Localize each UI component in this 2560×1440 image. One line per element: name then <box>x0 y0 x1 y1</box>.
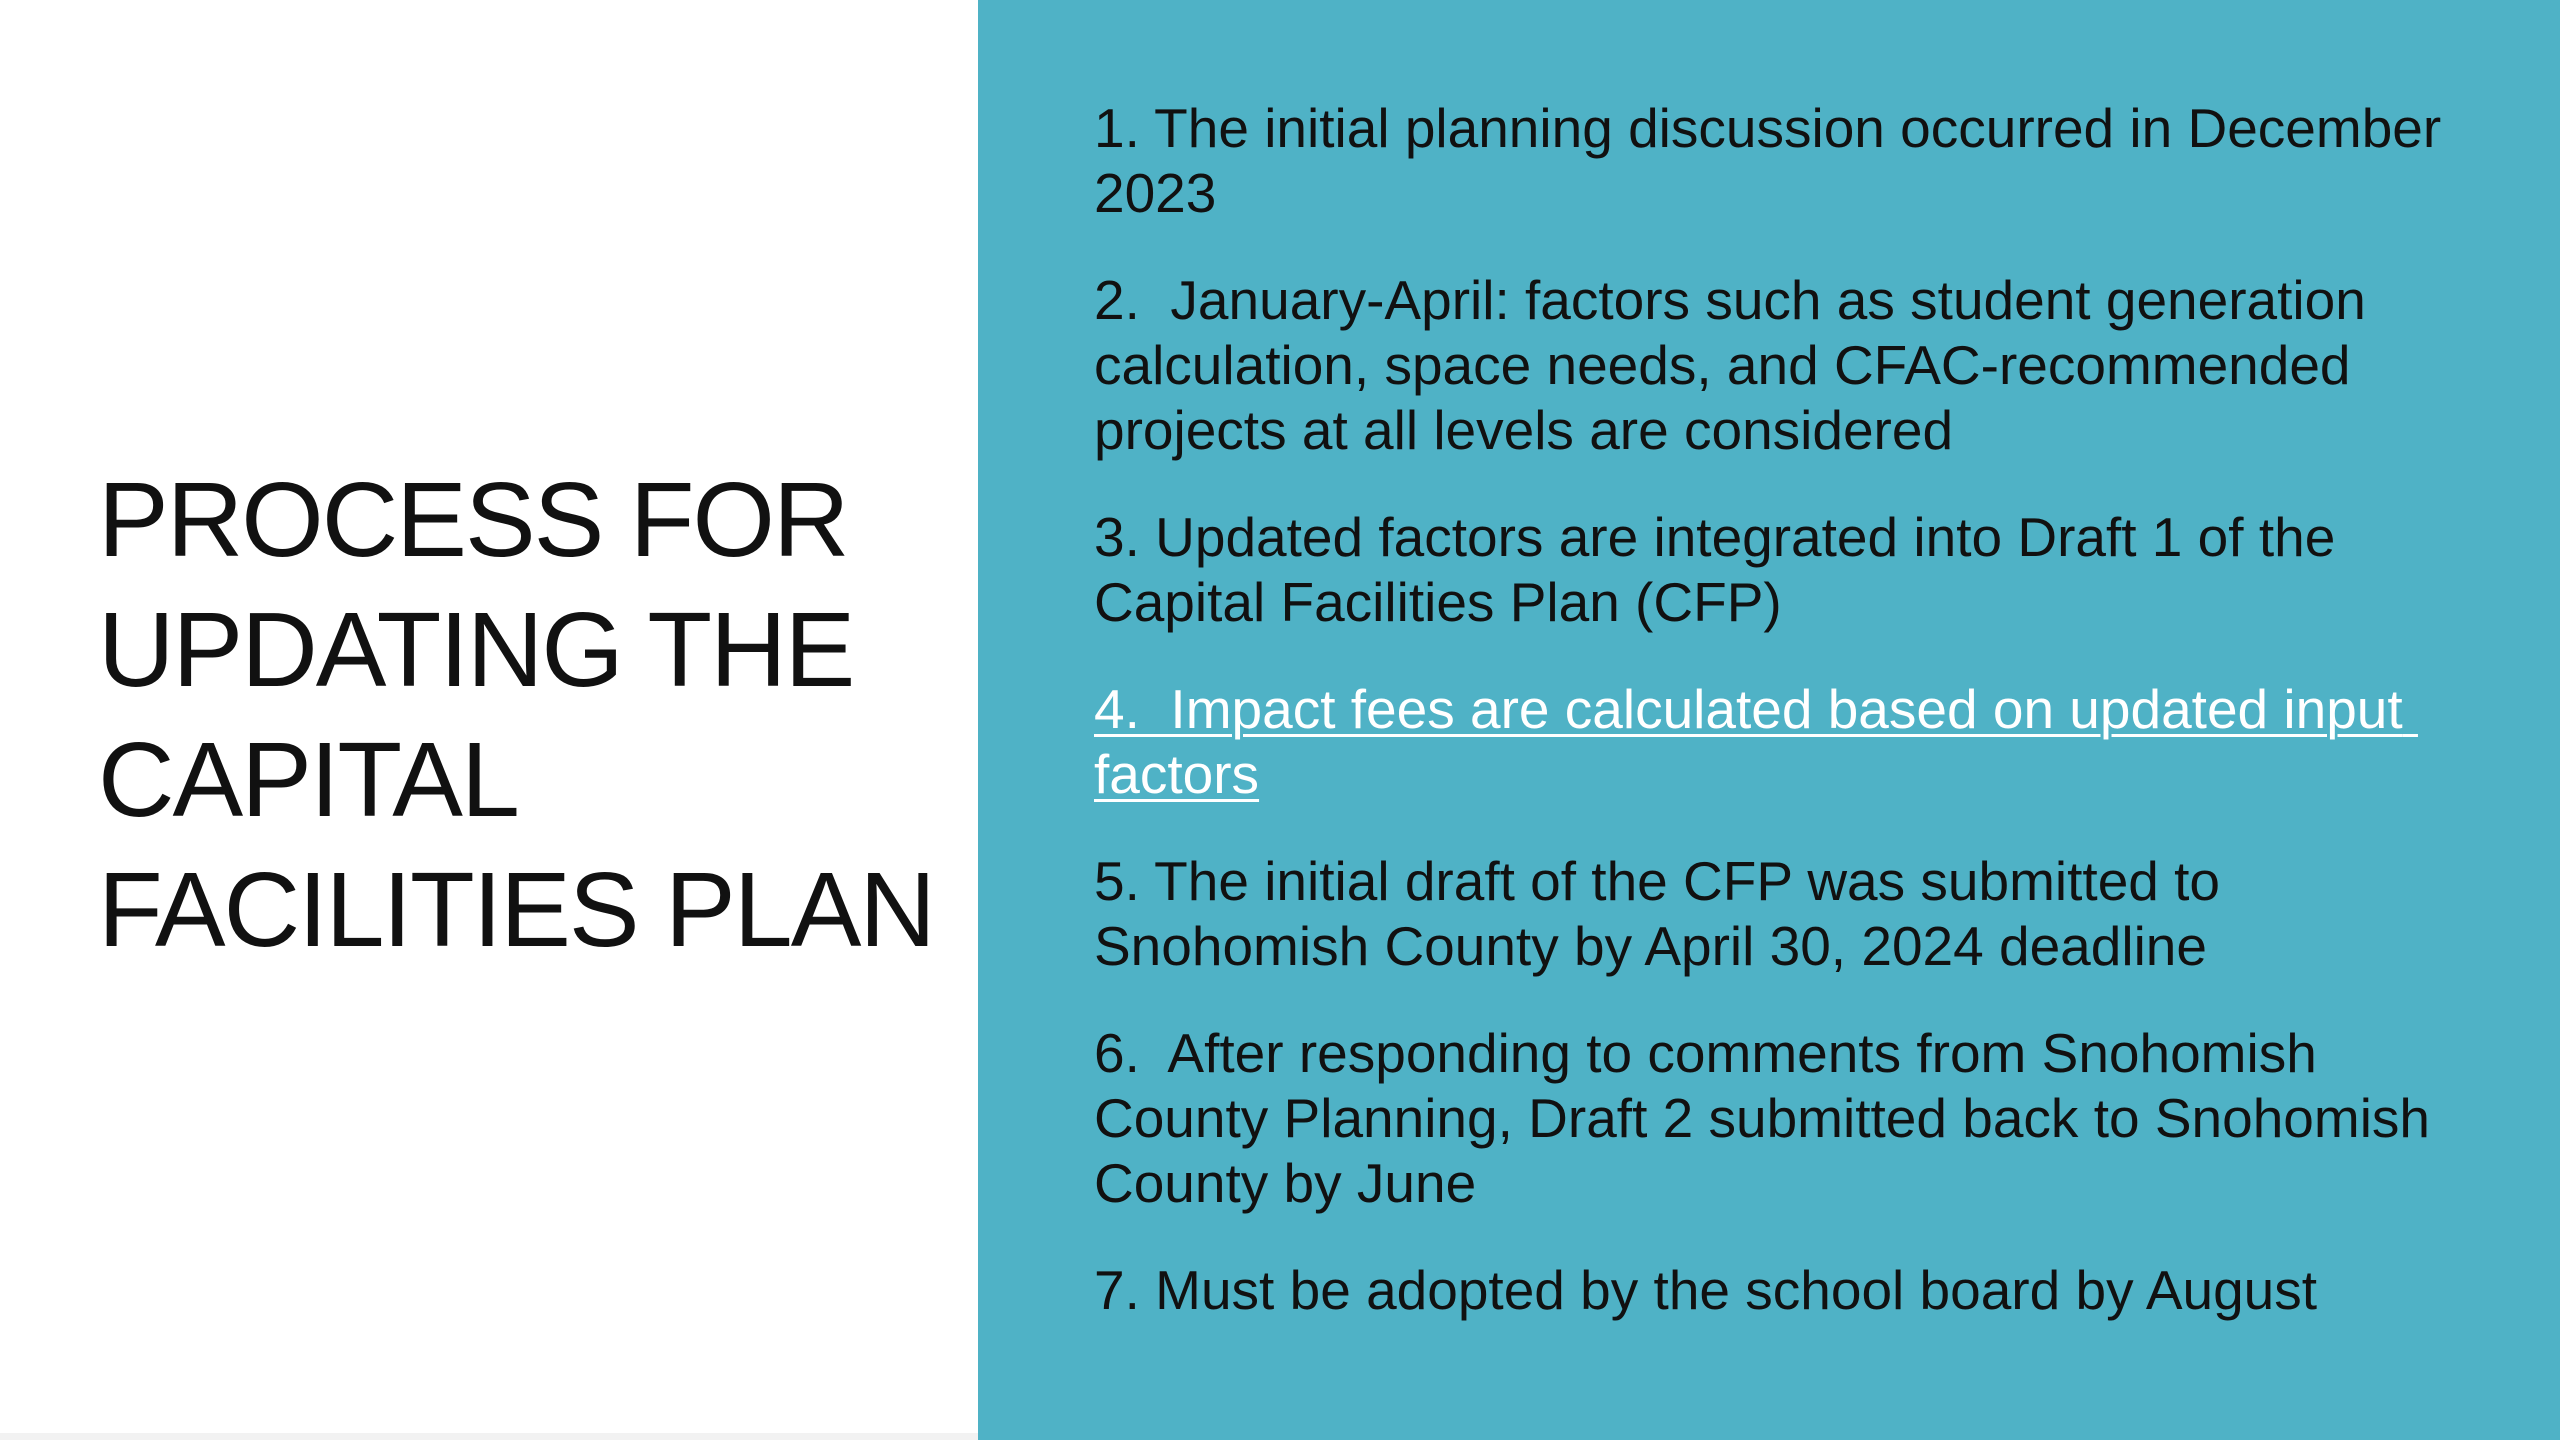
title-panel <box>0 0 978 1440</box>
slide-title: PROCESS FOR UPDATING THE CAPITAL FACILITIES PLAN <box>98 461 934 969</box>
process-step-3: 3. Updated factors are integrated into Draft 1 of the Capital Facilities Plan (CFP) <box>1094 506 2351 633</box>
content-panel <box>978 0 2560 1440</box>
process-step-2: 2. January-April: factors such as student generation calculation, space needs, and CFAC-recommended projects at all levels are considered <box>1094 269 2382 461</box>
process-step-1: 1. The initial planning discussion occurred in December 2023 <box>1094 97 2457 224</box>
process-step-4-link[interactable]: 4. Impact fees are calculated based on updated input factors <box>1094 678 2418 805</box>
bottom-divider <box>0 1433 978 1440</box>
process-step-6: 6. After responding to comments from Snohomish County Planning, Draft 2 submitted back to Snohomish County by June <box>1094 1022 2446 1214</box>
process-step-5: 5. The initial draft of the CFP was submitted to Snohomish County by April 30, 2024 deadline <box>1094 850 2236 977</box>
process-steps-list <box>1094 96 2474 1365</box>
process-step-7: 7. Must be adopted by the school board by August <box>1094 1259 2318 1321</box>
